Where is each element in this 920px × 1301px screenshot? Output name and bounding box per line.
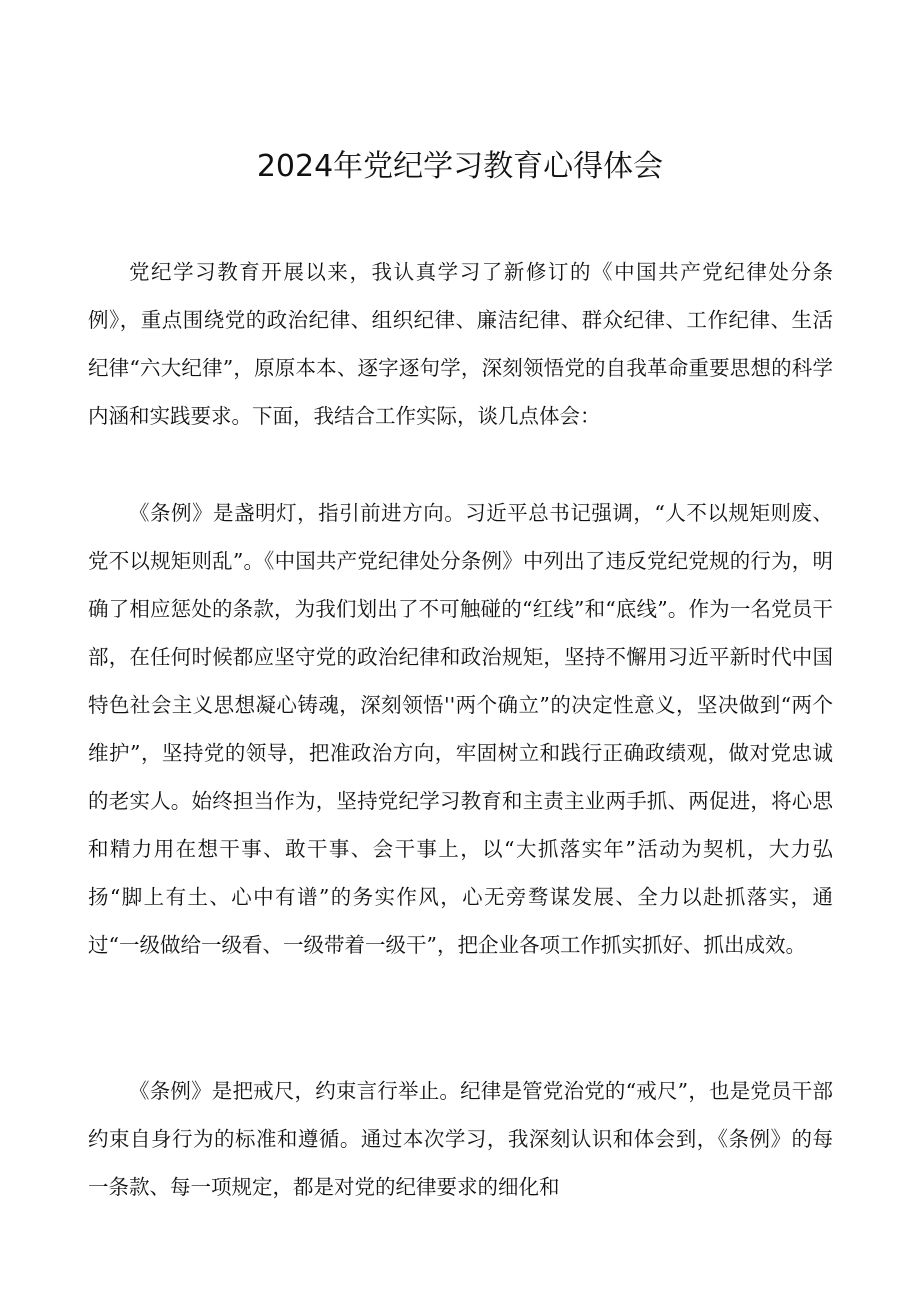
document-title: 2024年党纪学习教育心得体会 xyxy=(256,149,664,184)
paragraph-beacon: 《条例》是盏明灯，指引前进方向。习近平总书记强调，“人不以规矩则废、党不以规矩则乱”。《中国共产党纪律处分条例》中列出了违反党纪党规的行为，明确了相应惩处的条款，为我们划出了不可触碰的“红线”和“底线”。作为一名党员干部，在任何时候都应坚守党的政治纪律和政治规矩，坚持不懈用习近平新时代中国特色社会主义思想凝心铸魂，深刻领悟''两个确立”的决定性意义，坚决做到“两个维护”，坚持党的领导，把准政治方向，牢固树立和践行正确政绩观，做对党忠诚的老实人。始终担当作为，坚持党纪学习教育和主责主业两手抓、两促进，将心思和精力用在想干事、敢干事、会干事上，以“大抓落实年”活动为契机，大力弘扬“脚上有土、心中有谱”的务实作风，心无旁骛谋发展、全力以赴抓落实，通过“一级做给一级看、一级带着一级干”，把企业各项工作抓实抓好、抓出成效。 xyxy=(88,501,833,957)
paragraph-intro: 党纪学习教育开展以来，我认真学习了新修订的《中国共产党纪律处分条例》，重点围绕党的政治纪律、组织纪律、廉洁纪律、群众纪律、工作纪律、生活纪律“六大纪律”，原原本本、逐字逐句学，深刻领悟党的自我革命重要思想的科学内涵和实践要求。下面，我结合工作实际，谈几点体会： xyxy=(88,260,833,428)
paragraph-ruler: 《条例》是把戒尺，约束言行举止。纪律是管党治党的“戒尺”，也是党员干部约束自身行为的标准和遵循。通过本次学习，我深刻认识和体会到，《条例》的每一条款、每一项规定，都是对党的纪律要求的细化和 xyxy=(88,1079,833,1199)
